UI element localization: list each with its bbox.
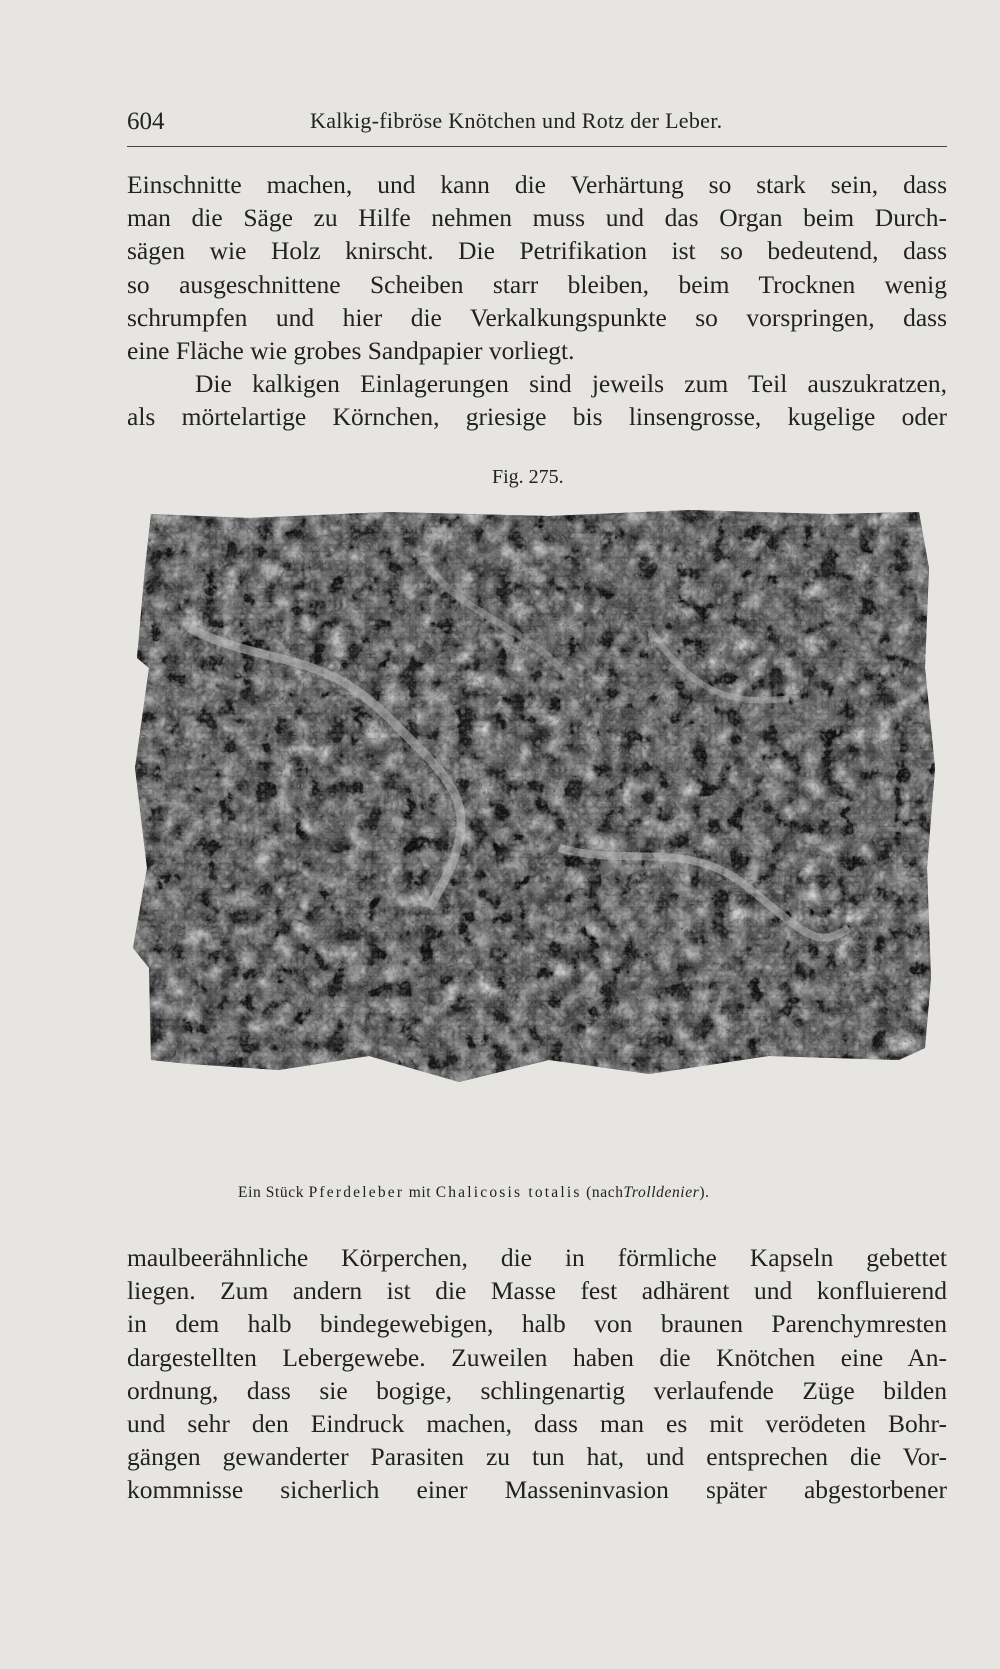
paragraph-3	[127, 1241, 947, 1507]
text-line: maulbeerähnliche Körperchen, die in förmliche Kapseln gebettet	[127, 1243, 947, 1272]
text-line: dargestellten Lebergewebe. Zuweilen haben die Knötchen eine An-	[127, 1342, 947, 1372]
text-line: schrumpfen und hier die Verkalkungspunkte so vorspringen, dass	[127, 302, 947, 332]
text-line: man die Säge zu Hilfe nehmen muss und das Organ beim Durch-	[127, 203, 947, 233]
text-line: so ausgeschnittene Scheiben starr bleiben, beim Trocknen wenig	[127, 269, 947, 299]
caption-subject: Pferdeleber	[308, 1184, 405, 1201]
caption-text: Ein Stück	[238, 1184, 305, 1201]
text-line: sägen wie Holz knirscht. Die Petrifikation ist so bedeutend, dass	[127, 236, 947, 266]
page-number: 604	[127, 108, 165, 135]
text-line: gängen gewanderter Parasiten zu tun hat, und entsprechen die Vor-	[127, 1442, 947, 1472]
text-block-top	[127, 168, 947, 434]
text-line: in dem halb bindegewebigen, halb von braunen Parenchymresten	[127, 1309, 947, 1339]
text-line: eine Fläche wie grobes Sandpapier vorliegt.	[127, 336, 575, 366]
running-title: Kalkig-fibröse Knötchen und Rotz der Leber.	[310, 108, 723, 133]
text-line: kommnisse sicherlich einer Masseninvasion später abgestorbener	[127, 1475, 947, 1505]
figure-caption	[238, 1184, 710, 1202]
text-line: Die kalkigen Einlagerungen sind jeweils zum Teil auszukratzen,	[195, 369, 947, 399]
text-line: Einschnitte machen, und kann die Verhärtung so stark sein, dass	[127, 170, 947, 199]
paragraph-1	[127, 168, 947, 367]
text-line: liegen. Zum andern ist die Masse fest adhärent und konfluierend	[127, 1276, 947, 1306]
caption-diagnosis: Chalicosis totalis	[435, 1184, 582, 1201]
page-header	[127, 108, 947, 147]
paragraph-2	[127, 367, 947, 433]
text-line: und sehr den Eindruck machen, dass man es mit verödeten Bohr-	[127, 1409, 947, 1439]
caption-text: (nach	[586, 1184, 624, 1201]
figure-liver-photograph	[129, 508, 937, 1171]
text-line: als mörtelartige Körnchen, griesige bis linsengrosse, kugelige oder	[127, 402, 947, 432]
text-block-bottom	[127, 1241, 947, 1507]
figure-label: Fig. 275.	[492, 466, 564, 488]
text-line: ordnung, dass sie bogige, schlingenartig verlaufende Züge bilden	[127, 1375, 947, 1405]
caption-text: ).	[699, 1184, 710, 1201]
caption-author: Trolldenier	[623, 1184, 700, 1201]
caption-text: mit	[408, 1184, 432, 1201]
